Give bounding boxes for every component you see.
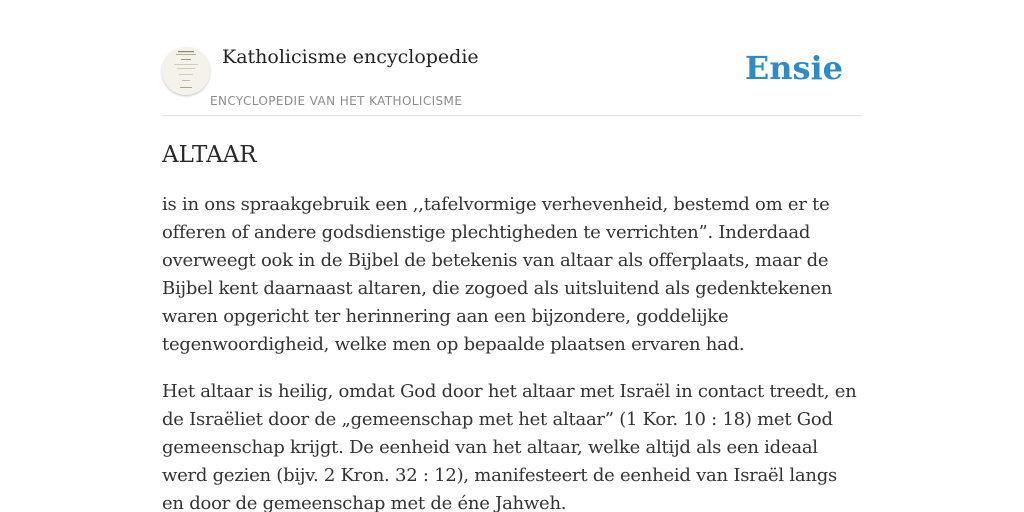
ensie-brand-logo[interactable]: Ensie	[744, 49, 843, 87]
header-divider	[162, 115, 862, 116]
encyclopedia-cover-logo[interactable]	[162, 47, 210, 95]
site-header	[162, 44, 862, 116]
site-subtitle: ENCYCLOPEDIE VAN HET KATHOLICISME	[210, 94, 463, 108]
site-title[interactable]: Katholicisme encyclopedie	[222, 46, 479, 68]
article	[162, 138, 862, 512]
article-paragraph-1: is in ons spraakgebruik een ,,tafelvormige verhevenheid, bestemd om er te offeren of andere godsdienstige plechtigheden te verrichten”. Inderdaad overweegt ook in de Bijbel de betekenis van altaar als offerplaats, maar de Bijbel kent daarnaast altaren, die zogoed als uitsluitend als gedenktekenen waren opgericht ter herinnering aan een bijzondere, goddelijke tegenwoordigheid, welke men op bepaalde plaatsen ervaren had.	[162, 194, 833, 355]
book-cover-icon	[162, 47, 210, 95]
article-title: ALTAAR	[162, 142, 257, 168]
article-paragraph-2: Het altaar is heilig, omdat God door het altaar met Israël in contact treedt, en de Israëliet door de „gemeenschap met het altaar” (1 Kor. 10 : 18) met God gemeenschap krijgt. De eenheid van het altaar, welke altijd als een ideaal werd gezien (bijv. 2 Kron. 32 : 12), manifesteert de eenheid van Israël langs en door de gemeenschap met de éne Jahweh.	[162, 381, 857, 512]
